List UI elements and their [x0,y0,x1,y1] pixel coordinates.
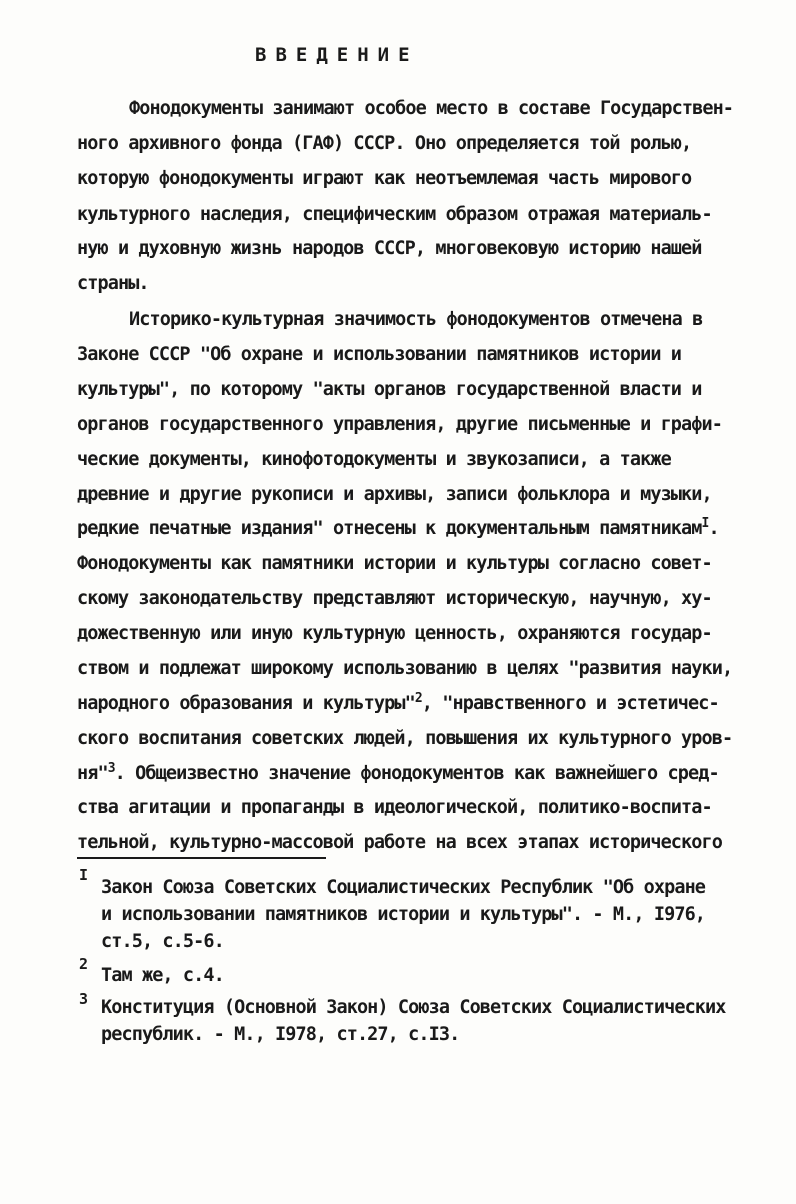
body-line [77,760,719,784]
body-line: ческие документы, кинофотодокументы и звукозаписи, а также [77,449,671,470]
body-line: Законе СССР "Об охране и использовании памятников истории и [77,344,682,365]
body-line: ную и духовную жизнь народов СССР, многовековую историю нашей [77,238,702,259]
body-text: ня" [77,763,108,784]
footnote-line: ст.5, с.5-6. [101,931,224,952]
body-line: Фонодокументы занимают особое место в составе Государствен- [129,98,734,119]
footnote-divider [77,857,326,859]
body-line: скому законодательству представляют историческую, научную, ху- [77,588,712,609]
footnote-line: Конституция (Основной Закон) Союза Советских Социалистических [101,997,726,1018]
body-line [77,515,719,539]
body-line: культурного наследия, специфическим образом отражая материаль- [77,204,712,225]
page-title: ВВЕДЕНИЕ [255,44,419,66]
footnote-line: республик. - М., I978, ст.27, с.I3. [101,1024,460,1045]
footnote-ref-3[interactable]: 3 [107,760,115,776]
body-line: ства агитации и пропаганды в идеологической, политико-воспита- [77,797,712,818]
body-line: Историко-культурная значимость фонодокументов отмечена в [129,309,703,330]
footnote-line: и использовании памятников истории и культуры". - М., I976, [101,904,706,925]
body-line: тельной, культурно-массовой работе на всех этапах исторического [77,832,722,853]
footnote-ref-1[interactable]: I [701,515,709,531]
body-line: ского воспитания советских людей, повышения их культурного уров- [77,728,733,749]
body-line: древние и другие рукописи и архивы, записи фольклора и музыки, [77,484,712,505]
footnote-line: Там же, с.4. [101,965,224,986]
body-text: . Общеизвестно значение фонодокументов как важнейшего сред- [114,763,719,784]
body-line: органов государственного управления, другие письменные и графи- [77,414,722,435]
footnote-ref-2[interactable]: 2 [414,690,422,706]
body-line: страны. [77,273,149,294]
body-line: дожественную или иную культурную ценность, охраняются государ- [77,623,712,644]
body-line: которую фонодокументы играют как неотъемлемая часть мирового [77,168,692,189]
body-line: ного архивного фонда (ГАФ) СССР. Оно определяется той ролью, [77,133,692,154]
body-line: Фонодокументы как памятники истории и культуры согласно совет- [77,553,712,574]
body-text: редкие печатные издания" отнесены к документальным памятникам [77,518,702,539]
body-text: . [708,518,719,539]
body-text: народного образования и культуры" [77,693,415,714]
footnote-mark: 3 [79,990,89,1008]
footnote-mark: 2 [79,955,89,973]
body-line [77,690,719,714]
body-line: культуры", по которому "акты органов государственной власти и [77,379,702,400]
body-text: , "нравственного и эстетичес- [421,693,719,714]
footnote-mark: I [79,866,89,884]
body-line: ством и подлежат широкому использованию в целях "развития науки, [77,658,733,679]
footnote-line: Закон Союза Советских Социалистических Республик "Об охране [101,877,706,898]
